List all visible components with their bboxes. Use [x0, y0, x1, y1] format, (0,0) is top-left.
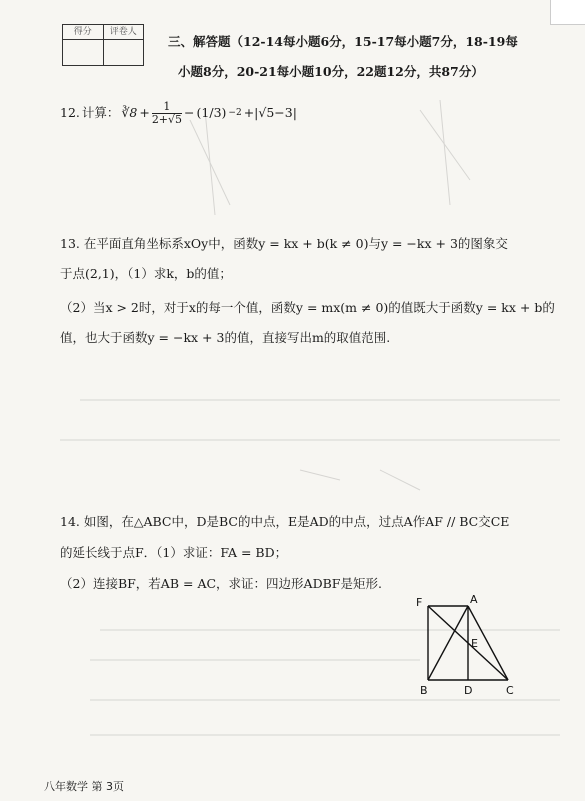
grader-label: 评卷人 — [109, 27, 137, 37]
segment-AB — [428, 606, 468, 680]
q14-line2: 的延长线于点F．（1）求证：FA = BD； — [60, 545, 288, 560]
q12-cube-root: ∛8 — [121, 105, 138, 120]
q13-line3: （2）当x > 2时，对于x的每一个值，函数y = mx(m ≠ 0)的值既大于函数y = kx + b的 — [60, 300, 555, 315]
section-heading-line2: 小题8分，20-21每小题10分，22题12分，共87分） — [178, 64, 484, 79]
label-B: B — [420, 684, 428, 697]
label-F: F — [416, 596, 423, 609]
page-footer: 八年数学 第 3页 — [44, 780, 124, 793]
geometry-figure — [410, 592, 520, 702]
q12-exponent: −2 — [228, 108, 242, 118]
q13-line2: 于点(2,1)，（1）求k，b的值； — [60, 266, 232, 281]
q12-plus: + — [139, 105, 150, 120]
label-D: D — [464, 684, 473, 697]
score-label: 得分 — [63, 25, 104, 39]
q12-number: 12. — [60, 105, 80, 120]
q14-line1: 14. 如图，在△ABC中，D是BC的中点，E是AD的中点，过点A作AF // BC交CE — [60, 514, 510, 529]
q13-line4: 值，也大于函数y = −kx + 3的值，直接写出m的取值范围. — [60, 330, 391, 345]
q12-tail: +|√5−3| — [243, 105, 297, 120]
q12-minus: − — [184, 105, 195, 120]
q12-fraction: $\frac{1}{2+√5}$ — [151, 99, 183, 126]
label-E: E — [471, 637, 478, 650]
question-12 — [60, 96, 297, 130]
q12-paren-fraction: (1/3) — [196, 105, 227, 120]
score-box — [62, 24, 144, 66]
q13-line1: 13. 在平面直角坐标系xOy中，函数y = kx + b(k ≠ 0)与y = −kx + 3的图象交 — [60, 236, 508, 251]
section-heading-line1: 三、解答题（12-14每小题6分，15-17每小题7分，18-19每 — [168, 34, 518, 49]
label-A: A — [470, 593, 478, 606]
q12-lead: 计算： — [81, 105, 120, 120]
q14-line3: （2）连接BF，若AB = AC，求证：四边形ADBF是矩形. — [60, 576, 382, 591]
label-C: C — [506, 684, 514, 697]
page-corner — [550, 0, 585, 25]
